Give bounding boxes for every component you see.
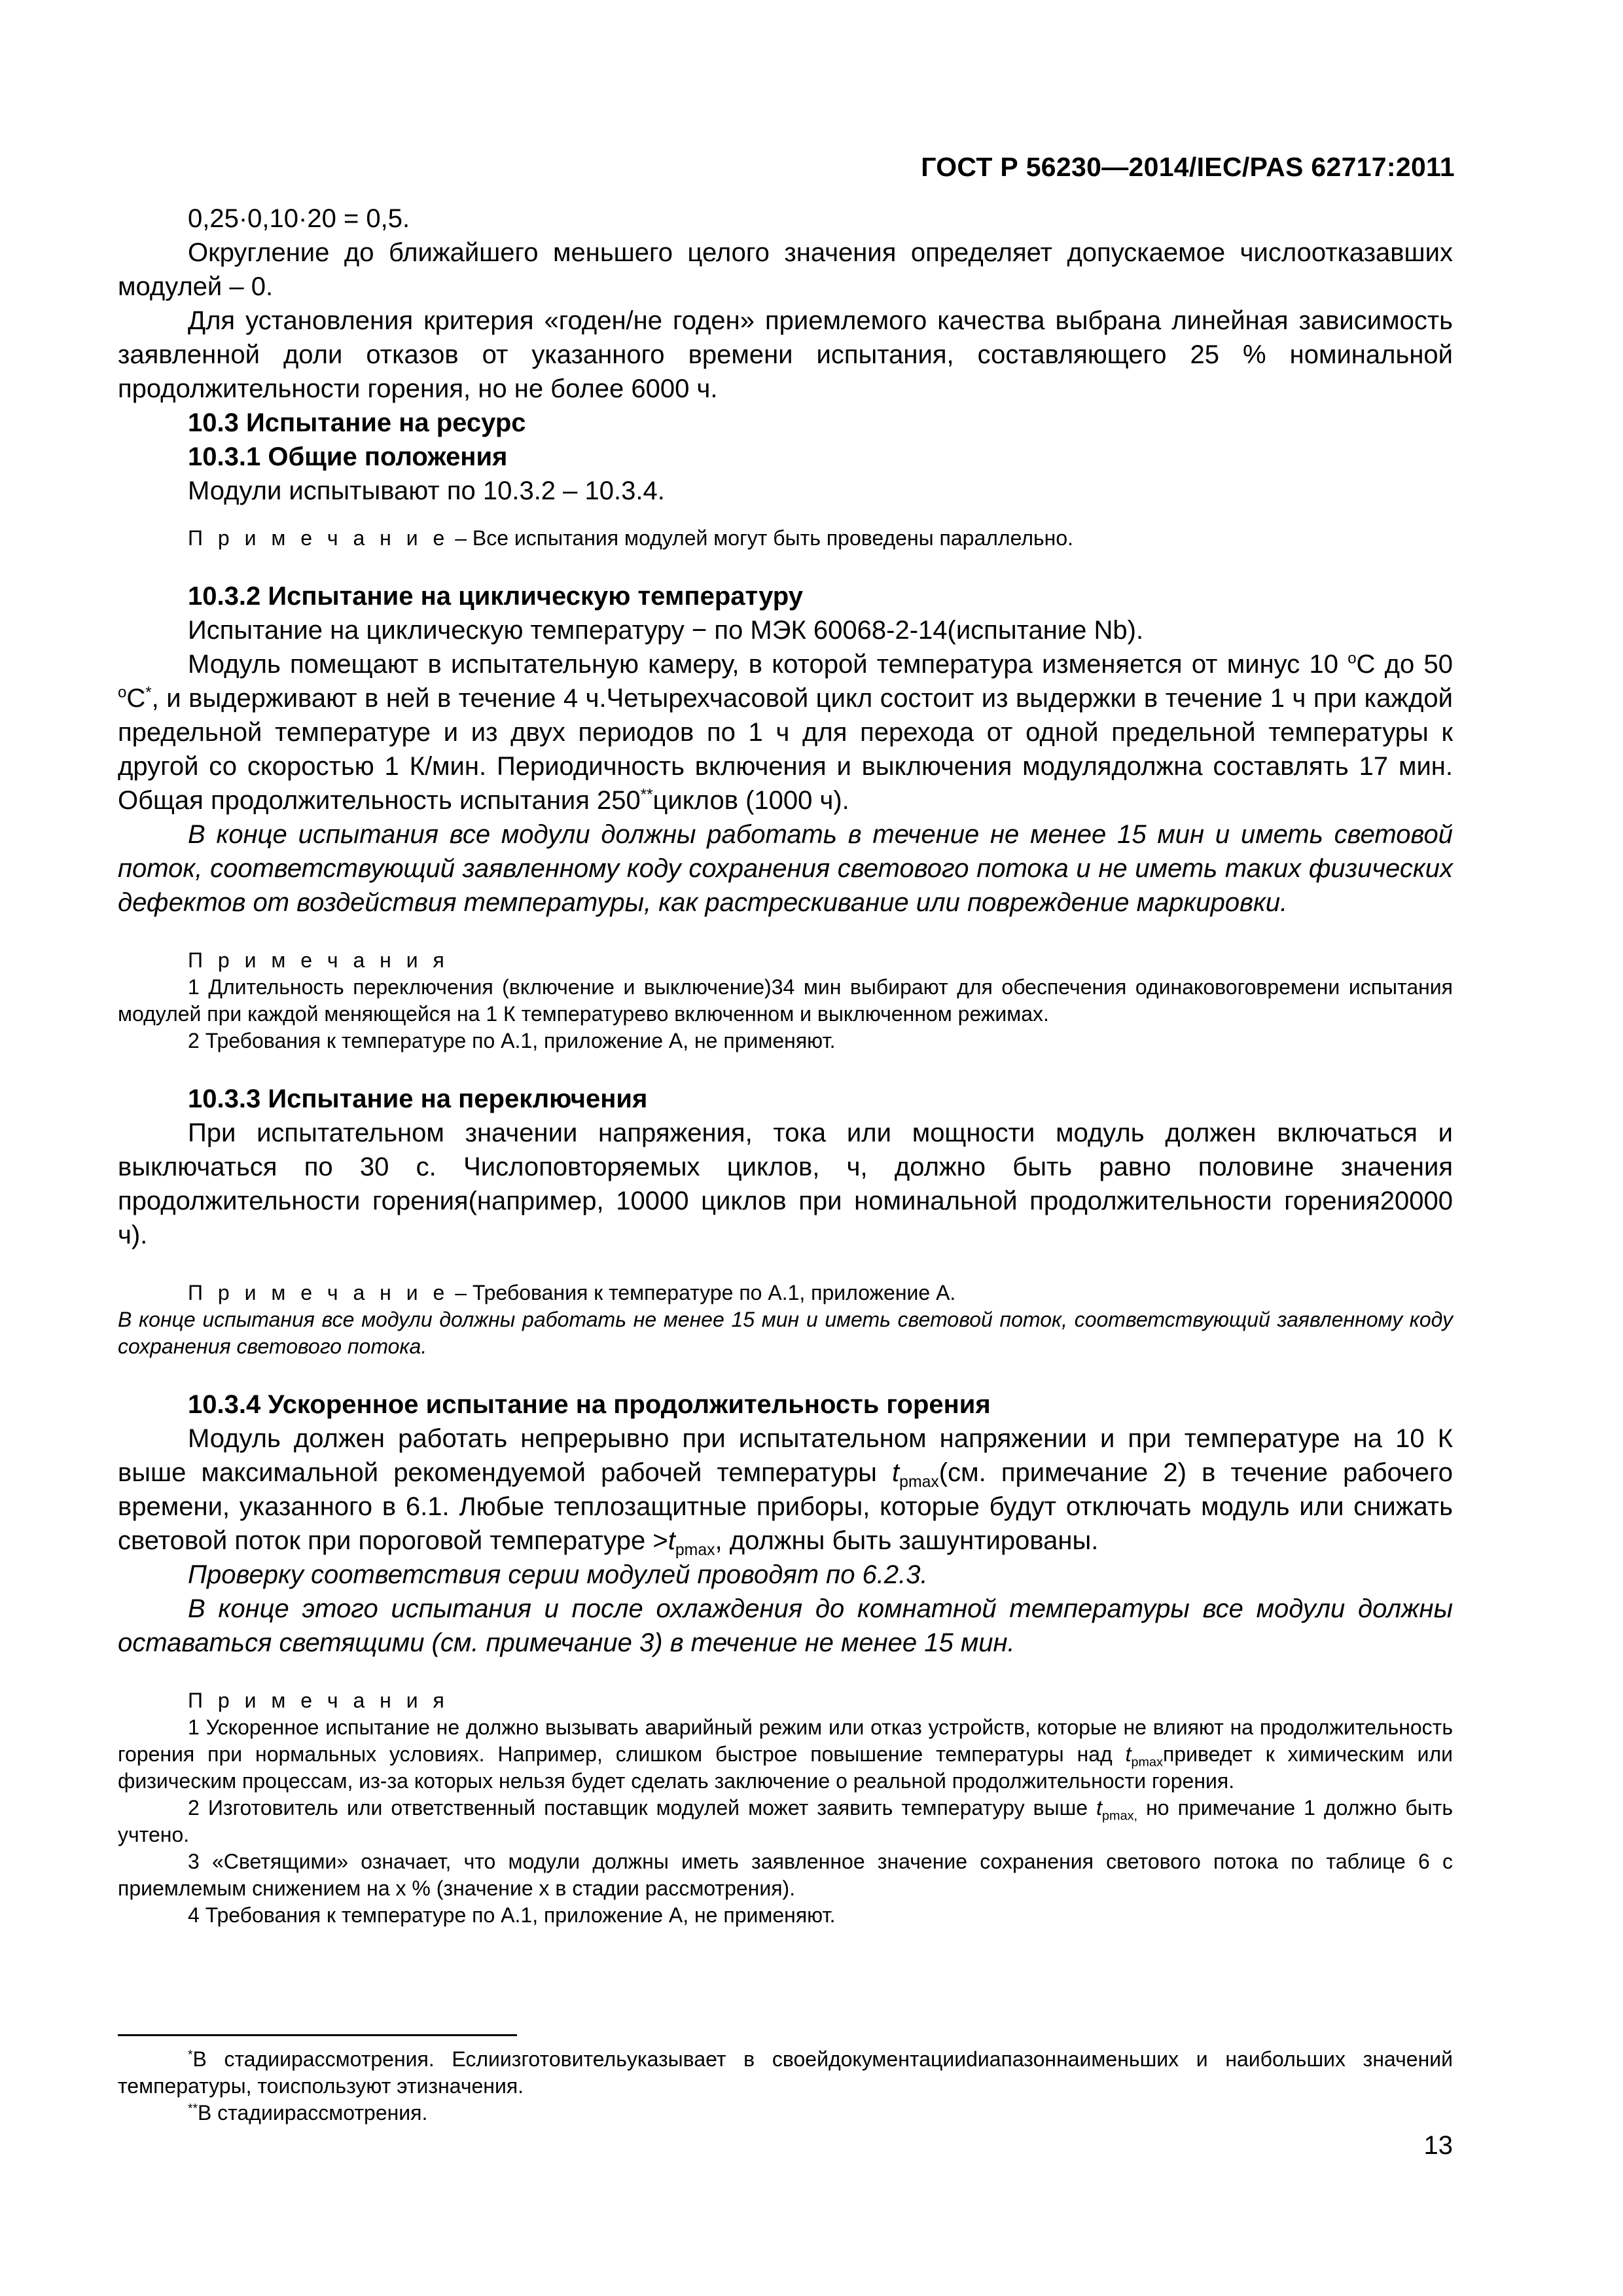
text-run: 1 Ускоренное испытание не должно вызывать аварийный режим или отказ устройств, которые не влияют на продолжительность горения при нормальных условиях. Например, слишком быстрое повышение температуры над <box>118 1715 1453 1766</box>
section-10-3-1-text: Модули испытывают по 10.3.2 – 10.3.4. <box>188 476 665 505</box>
section-10-3-4-p2: Проверку соответствия серии модулей проводят по 6.2.3. <box>188 1560 928 1589</box>
t-subscript: pmax <box>899 1473 939 1491</box>
note-10-3-4-2 <box>118 1795 1453 1848</box>
text-run: Модуль должен работать непрерывно при испытательном напряжении и при температуре на 10 К выше максимальной рекомендуемой рабочей температуры <box>118 1424 1453 1487</box>
footnote-2 <box>118 2100 1453 2126</box>
page-number: 13 <box>1423 2131 1453 2160</box>
footnote-text: В стадиирассмотрения. <box>197 2101 428 2125</box>
note-10-3-3 <box>118 1280 1453 1306</box>
note-10-3-2-2: 2 Требования к температуре по А.1, приложение А, не применяют. <box>188 1029 836 1052</box>
criterion-paragraph: Для установления критерия «годен/не годен» приемлемого качества выбрана линейная зависимость заявленной доли отказов от указанного времени испытания, составляющего 25 % номинальной продолжительности горения, но не более 6000 ч. <box>118 306 1453 403</box>
text-run: (см. примечание 2) в течение рабочего времени, указанного в 6.1. Любые теплозащитные приборы, которые будут отключать модуль или снижать световой поток при пороговой температуре > <box>118 1458 1453 1555</box>
section-10-3-4-p1 <box>118 1422 1453 1558</box>
note-text: – Все испытания модулей могут быть проведены параллельно. <box>449 526 1074 550</box>
footnote-separator <box>118 2034 517 2036</box>
section-10-3-2-p2 <box>118 647 1453 817</box>
section-heading-10-3-2: 10.3.2 Испытание на циклическую температуру <box>188 582 803 611</box>
degree-sign: o <box>1347 649 1357 668</box>
note-label: П р и м е ч а н и е <box>188 1281 450 1304</box>
section-10-3-4-p3: В конце этого испытания и после охлаждения до комнатной температуры все модули должны оставаться светящими (см. примечание 3) в течение не менее 15 мин. <box>118 1594 1453 1657</box>
footnotes <box>118 2046 1453 2126</box>
note-label: П р и м е ч а н и е <box>188 526 450 550</box>
footnote-text: В стадиирассмотрения. Еслиизготовительуказывает в своейдокументацииdиапазоннаименьших и наибольших значений температуры, тоиспользуют этизначения. <box>118 2047 1453 2098</box>
footnote-mark: * <box>188 2048 193 2062</box>
document-header: ГОСТ Р 56230—2014/IEC/PAS 62717:2011 <box>921 152 1455 182</box>
text-run: приведет к химическим или физическим процессам, из-за которых нельзя будет сделать заключение о реальной продолжительности горения. <box>118 1742 1454 1793</box>
section-10-3-3-p1: При испытательном значении напряжения, тока или мощности модуль должен включаться и выключаться по 30 с. Числоповторяемых циклов, ч, должно быть равно половине значения продолжительности горения(например, 10000 циклов при номинальной продолжительности горения20000 ч). <box>118 1119 1453 1249</box>
text-run: , должны быть зашунтированы. <box>715 1526 1099 1555</box>
text-run: С до 50 <box>1356 650 1453 679</box>
note-10-3-3-italic: В конце испытания все модули должны работать не менее 15 мин и иметь световой поток, соответствующий заявленному коду сохранения светового потока. <box>118 1308 1453 1358</box>
main-content <box>118 202 1453 1929</box>
t-symbol: t <box>892 1458 900 1487</box>
rounding-paragraph: Округление до ближайшего меньшего целого значения определяет допускаемое числоотказавших модулей – 0. <box>118 238 1453 301</box>
degree-sign: o <box>118 683 127 702</box>
text-run: С <box>126 684 146 713</box>
note-10-3-4-4: 4 Требования к температуре по А.1, приложение А, не применяют. <box>188 1903 836 1927</box>
note-10-3-1 <box>118 525 1453 552</box>
section-heading-10-3: 10.3 Испытание на ресурс <box>188 408 526 437</box>
section-10-3-2-p1: Испытание на циклическую температуру − по МЭК 60068-2-14(испытание Nb). <box>188 616 1144 645</box>
t-subscript: pmax, <box>1102 1808 1138 1823</box>
note-text: – Требования к температуре по А.1, приложение А. <box>449 1281 956 1304</box>
t-symbol: t <box>1125 1742 1132 1766</box>
section-10-3-2-p3: В конце испытания все модули должны работать в течение не менее 15 мин и иметь световой поток, соответствующий заявленному коду сохранения светового потока и не иметь таких физических дефектов от воздействия температуры, как растрескивание или повреждение маркировки. <box>118 820 1453 917</box>
t-subscript: pmax <box>1131 1755 1164 1770</box>
note-10-3-4-3: 3 «Светящими» означает, что модули должны иметь заявленное значение сохранения светового потока по таблице 6 с приемлемым снижением на х % (значение х в стадии рассмотрения). <box>118 1850 1453 1900</box>
notes-label: П р и м е ч а н и я <box>188 1689 449 1712</box>
footnote-mark: ** <box>188 2102 198 2116</box>
t-symbol: t <box>1096 1796 1103 1820</box>
text-run: 2 Изготовитель или ответственный поставщик модулей может заявить температуру выше <box>188 1796 1097 1820</box>
text-run: , и выдерживают в ней в течение 4 ч.Четырехчасовой цикл состоит из выдержки в течение 1 ч при каждой предельной температуре и из двух периодов по 1 ч для перехода от одной предельной температуры к другой со скоростью 1 К/мин. Периодичность включения и выключения модулядолжна составлять 17 мин. Общая продолжительность испытания 250 <box>118 684 1453 815</box>
text-run: циклов (1000 ч). <box>652 786 849 815</box>
formula-line: 0,25·0,10·20 = 0,5. <box>188 204 410 233</box>
text-run: но примечание 1 должно быть учтено. <box>118 1796 1454 1846</box>
notes-label: П р и м е ч а н и я <box>188 948 449 972</box>
section-heading-10-3-1: 10.3.1 Общие положения <box>188 442 508 471</box>
t-subscript: pmax <box>675 1541 715 1559</box>
note-10-3-2-1: 1 Длительность переключения (включение и выключение)34 мин выбирают для обеспечения одинаковоговремени испытания модулей при каждой меняющейся на 1 К температурево включенном и выключенном режимах. <box>118 975 1453 1026</box>
note-10-3-4-1 <box>118 1714 1453 1795</box>
footnote-1 <box>118 2046 1453 2100</box>
footnote-ref: ** <box>640 785 653 804</box>
t-symbol: t <box>668 1526 675 1555</box>
section-heading-10-3-3: 10.3.3 Испытание на переключения <box>188 1085 648 1113</box>
section-heading-10-3-4: 10.3.4 Ускоренное испытание на продолжительность горения <box>188 1390 991 1419</box>
footnote-ref: * <box>145 683 152 702</box>
text-run: Модуль помещают в испытательную камеру, в которой температура изменяется от минус 10 <box>188 650 1348 679</box>
